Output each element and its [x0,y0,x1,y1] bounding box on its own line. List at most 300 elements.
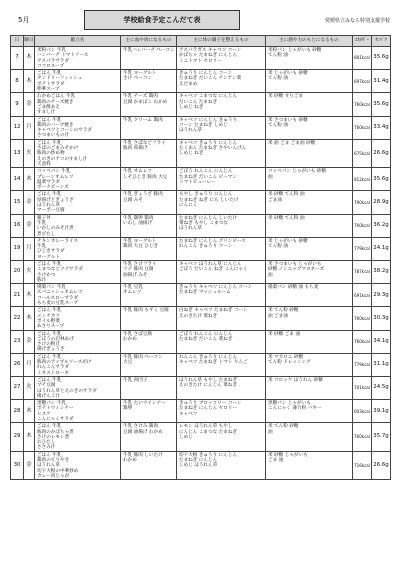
energy-foods-cell [266,330,353,353]
protein-grams-cell: 33.4g [372,116,391,139]
regulating-foods-cell-line: かぼちゃ たまねぎ にんじん [179,53,238,59]
regulating-foods-cell [177,260,266,283]
energy-foods-cell [266,47,353,70]
protein-foods-cell-line: 牛乳 さばなどフライ [123,140,166,146]
menu-cell-line: 天意料 [37,161,51,167]
menu-cell-line: 揚げぎょうざ [37,347,65,353]
menu-table-body [11,47,391,480]
weekday-cell: 火 [24,260,35,283]
kcal-cell: 701kcal [353,376,372,399]
energy-foods-cell [266,260,353,283]
day-cell: 8 [11,70,24,93]
protein-foods-cell-line: 油揚げ みそ [123,272,148,278]
weekday-cell: 金 [24,191,35,214]
menu-cell-line: すまし汁 [37,110,56,116]
protein-foods-cell-line: 牛乳 ぎょうざ 豚肉 [123,192,163,198]
regulating-foods-cell-line: たまねぎ だいこん 菜ねぎ [179,336,233,342]
energy-foods-cell-line: てん粉 油 [268,122,288,128]
regulating-foods-cell-line: キャベツ にんじん きゅうり [179,117,238,123]
kcal-cell: 790kcal [353,191,372,214]
day-cell: 13 [11,139,24,167]
weekday-cell: 木 [24,168,35,191]
menu-cell [35,284,121,307]
menu-cell [35,191,121,214]
table-header-row [11,36,391,47]
regulating-foods-cell [177,47,266,70]
regulating-foods-cell-line: えのきたけ 菜ねぎ [179,313,218,319]
energy-foods-cell [266,93,353,116]
menu-cell [35,376,121,399]
menu-cell-line: こんにゃくサラダ [37,417,74,422]
regulating-foods-cell-line: れんこん きゅうり にんじん [179,354,238,360]
regulating-foods-cell-line: もやし きゅうり にんじん [179,192,233,198]
kcal-cell: 760kcal [353,93,372,116]
menu-cell-line: さけの粕汁 [37,342,60,348]
regulating-foods-cell-line: 菜ねぎ もやし こまつな [179,220,228,226]
regulating-foods-cell [177,93,266,116]
menu-cell [35,330,121,353]
menu-cell-line: いかしのみそ汁煮 [37,226,74,232]
protein-foods-cell-line: 牛乳 たいウインナー [123,401,166,407]
menu-cell-line: 煮びたし [37,231,56,237]
regulating-foods-cell-line: たまねぎ だいこん チンゲン菜 [179,76,242,82]
regulating-foods-cell-line: えだまめ [179,81,198,87]
protein-foods-cell-line: 鶏卵 [123,406,133,412]
energy-foods-cell [266,214,353,237]
day-cell: 22 [11,307,24,330]
menu-cell [35,47,121,70]
menu-cell-line: ほうれん草 [37,463,60,469]
kcal-cell: 779kcal [353,237,372,260]
col-header-protein: 主に血や肉になるもの [121,36,177,47]
day-cell: 30 [11,451,24,479]
energy-foods-cell [266,237,353,260]
energy-foods-cell-line: 米 てん粉 砂糖 [268,308,299,314]
energy-foods-cell [266,376,353,399]
menu-cell-line: ささみ汁 [37,445,56,451]
menu-cell-line: 黒糖パン 牛乳 [37,401,67,407]
kcal-cell: 603kcal [353,400,372,423]
menu-cell-line: ポテトウィンナー [37,406,74,412]
col-header-kcal: ｴﾈﾙｷﾞｰ [353,36,372,47]
menu-cell-line: 厚揚げとぎょうざ [37,197,74,203]
menu-cell-line: ごま酢あえ [37,104,60,110]
day-cell: 26 [11,353,24,376]
kcal-cell: 760kcal [353,214,372,237]
day-cell: 27 [11,376,24,399]
regulating-foods-cell [177,237,266,260]
protein-grams-cell: 30.3g [372,307,391,330]
regulating-foods-cell-line: キャベツ [179,411,198,417]
regulating-foods-cell-line: レモン ほうれん草 もやし [179,424,233,430]
menu-cell-line: 切干大根の中華炒め [37,468,79,474]
menu-cell-line: ハンバーグ トマトソース [37,53,89,59]
energy-foods-cell-line: 米 砂糖 てん粉 油 [268,192,305,198]
protein-foods-cell [121,168,177,191]
day-cell: 15 [11,191,24,214]
energy-foods-cell-line: 米 さつまいも じゃがいも [268,261,322,267]
regulating-foods-cell-line: キャベツ ほうれん草 にんじん [179,261,242,267]
protein-foods-cell [121,353,177,376]
energy-foods-cell-line: 油 ごま油 [268,313,288,319]
col-header-day: 日 [11,36,24,47]
energy-foods-cell-line: ごま 油 [268,458,284,464]
menu-cell-line: わかめごはん 牛乳 [37,94,76,100]
day-cell: 23 [11,330,24,353]
protein-foods-cell-line: ツナ 豚肉 豆腐 [123,267,154,273]
regulating-foods-cell [177,70,266,93]
protein-foods-cell-line: 牛乳 鶏卵 鶏肉 [123,215,154,221]
energy-foods-cell-line: 米 砂糖 すりごま [268,94,304,100]
day-cell: 12 [11,116,24,139]
table-row [11,284,391,307]
energy-foods-cell [266,451,353,479]
energy-foods-cell-line: 砂糖 ノンエッグマヨネーズ [268,267,325,273]
regulating-foods-cell-line: ほうれん草 [179,226,202,232]
menu-cell-line: 豚肉のアップルソースがけ [37,360,92,366]
protein-foods-cell-line: 豚肉 厚揚げ [123,146,148,152]
protein-grams-cell: 34.1g [372,330,391,353]
menu-cell-line: さけのレモン煮 [37,434,70,440]
regulating-foods-cell [177,423,266,451]
protein-grams-cell: 24.1g [372,237,391,260]
table-row [11,93,391,116]
protein-grams-cell: 39.1g [372,400,391,423]
regulating-foods-cell [177,284,266,307]
weekday-cell: 木 [24,423,35,451]
regulating-foods-cell-line: たまねぎ ねぎ にら しいたけ [179,197,239,203]
regulating-foods-cell-line: にんじん こまつな たまねぎ [179,429,238,435]
protein-foods-cell-line: 大豆 [123,360,133,366]
menu-cell [35,214,121,237]
weekday-cell: 木 [24,307,35,330]
regulating-foods-cell [177,191,266,214]
menu-cell-line: 揚菓パン 牛乳 [37,285,67,291]
menu-cell-line: 牛乳 [37,244,47,250]
protein-foods-cell-line: 牛乳 チーズ 鶏肉 [123,94,158,100]
energy-foods-cell-line: 米 砂糖 ごま 油 [268,331,300,337]
col-header-menu: 献立名 [35,36,121,47]
kcal-cell: 801kcal [353,47,372,70]
menu-cell-line: 豚肉の炒め物 [37,151,65,157]
weekday-cell: 木 [24,70,35,93]
menu-cell-line: スパニッシュオムレツ [37,290,83,296]
protein-foods-cell [121,307,177,330]
table-row [11,376,391,399]
protein-foods-cell [121,423,177,451]
protein-grams-cell: 26.6g [372,139,391,167]
menu-cell [35,116,121,139]
regulating-foods-cell-line: キャベツ きゅうり にんじん [179,140,238,146]
menu-cell-line: ごはん 牛乳 [37,261,62,267]
menu-cell-line: コールスローサラダ [37,295,79,301]
regulating-foods-cell-line: ごぼう だいこん ねぎ こんにゃく [179,267,248,273]
menu-cell-line: れんこんサラダ [37,365,70,371]
table-row [11,168,391,191]
menu-cell-line: 温菜サラダ [37,179,60,185]
energy-foods-cell-line: 米 てん粉 砂糖 [268,424,299,430]
protein-foods-cell-line: しそひじき 豚肉 大豆 [123,174,168,180]
table-row [11,451,391,479]
protein-foods-cell-line: 鶏肉 大豆 ひじき [123,244,159,250]
protein-grams-cell: 35.6g [372,93,391,116]
energy-foods-cell-line: 米 じゃがいも 砂糖 [268,238,308,244]
weekday-cell: 火 [24,139,35,167]
protein-foods-cell-line: 牛乳 ヨーグルト [123,238,157,244]
protein-foods-cell-line: 牛乳 ヨーグルト [123,71,157,77]
regulating-foods-cell-line: ごぼう れんこん にんじん [179,331,233,337]
menu-cell-line: 牛乳 [37,220,47,226]
menu-cell-line: キャベツとコーンのサラダ [37,128,92,134]
regulating-foods-cell [177,400,266,423]
regulating-foods-cell-line: アスパラガス キャベツ コーン [179,48,242,53]
energy-foods-cell-line: 米 マカロニ 砂糖 [268,354,304,360]
energy-foods-cell-line: 米 じゃがいも 砂糖 [268,71,308,77]
kcal-cell: 779kcal [353,353,372,376]
menu-cell-line: ボークビーンズ [37,185,69,191]
energy-foods-cell-line: 米 さつまいも 砂糖 [268,117,308,123]
protein-foods-cell-line: わかめ [123,458,137,464]
protein-foods-cell-line: 豆腐 油揚げ わかめ [123,429,163,435]
weekday-cell: 木 [24,47,35,70]
table-row [11,330,391,353]
kcal-cell: 691kcal [353,284,372,307]
protein-foods-cell-line: 牛乳ハンバーグ ベーコン [123,48,175,53]
energy-foods-cell-line: 米 砂糖 てん粉 油 [268,215,305,221]
menu-cell [35,451,121,479]
energy-foods-cell-line: 米 コロッケ ほうれん 砂糖 [268,377,323,383]
weekday-cell: 金 [24,214,35,237]
protein-foods-cell-line: 牛乳 豚肉 しいたけ [123,452,163,458]
regulating-foods-cell [177,376,266,399]
energy-foods-cell-line: 米 砂糖 じゃがいも [268,452,308,458]
energy-foods-cell [266,70,353,93]
col-header-energy: 主に熱や力のもとになるもの [266,36,353,47]
regulating-foods-cell [177,116,266,139]
menu-cell-line: えのきのアコのすまし汁 [37,156,88,162]
day-cell: 29 [11,423,24,451]
menu-cell [35,400,121,423]
protein-foods-cell-line: 牛乳 豚肉 もずく 豆腐 [123,308,169,314]
protein-grams-cell: 35.7g [372,423,391,451]
menu-cell-line: ごはん 牛乳 [37,377,62,383]
energy-foods-cell [266,191,353,214]
protein-foods-cell [121,400,177,423]
protein-grams-cell: 35.6g [372,47,391,70]
menu-cell [35,93,121,116]
table-row [11,400,391,423]
menu-cell-line: ほうれん草 [37,203,60,209]
menu-cell-line: ミネストローネ [37,370,69,376]
protein-foods-cell-line: さけ ベーコン [123,76,153,82]
kcal-cell: 760kcal [353,423,372,451]
weekday-cell: 金 [24,330,35,353]
menu-cell [35,307,121,330]
kcal-cell: 760kcal [353,116,372,139]
menu-cell-line: メンチカツ [37,313,60,319]
energy-foods-cell [266,116,353,139]
protein-foods-cell-line: 牛乳 さけフライ [123,261,157,267]
menu-cell-line: ごはん 牛乳 [37,354,62,360]
protein-foods-cell [121,376,177,399]
menu-cell-line: ごはん 牛乳 [37,71,62,77]
energy-foods-cell-line: 油 [268,174,273,180]
weekday-cell: 火 [24,376,35,399]
menu-cell [35,423,121,451]
energy-foods-cell-line: 米 油 ごま ごま油 砂糖 [268,140,316,146]
month-label: 5月 [18,16,30,24]
regulating-foods-cell-line: たくあん たまねぎ さやいんげん [179,146,247,152]
menu-cell [35,353,121,376]
menu-table [10,35,391,480]
protein-foods-cell [121,260,177,283]
energy-foods-cell-line: コッペパン じゃがいも 砂糖 [268,169,326,175]
col-header-protein-g: ﾀﾝﾊﾟｸ [372,36,391,47]
col-header-regulate: 主に体の調子を整えるもの [177,36,266,47]
energy-foods-cell [266,400,353,423]
energy-foods-cell [266,307,353,330]
regulating-foods-cell-line: たまねぎ にんじん セロリー [179,406,238,412]
kcal-cell: 812kcal [353,168,372,191]
kcal-cell: 787kcal [353,260,372,283]
menu-cell [35,260,121,283]
protein-foods-cell [121,330,177,353]
menu-cell-line: カレー肉じゃが [37,473,70,479]
menu-cell-line: ごはん 牛乳 [37,308,62,314]
regulating-foods-cell-line: トマトピューレー [179,179,216,185]
regulating-foods-cell-line: たまねぎ にんじん しいたけ [179,215,238,221]
weekday-cell: 木 [24,284,35,307]
table-row [11,139,391,167]
regulating-foods-cell [177,307,266,330]
menu-cell-line: ほうれん草とえのきのサラダ [37,388,97,394]
table-row [11,47,391,70]
menu-cell-line: ひじきサラダ [37,249,65,255]
weekday-cell: 木 [24,400,35,423]
regulating-foods-cell-line: たまねぎ だいこん ピーマン [179,174,237,180]
menu-cell-line: 鶏肉のハーブ焼き [37,122,74,128]
protein-grams-cell: 28.9g [372,191,391,214]
energy-foods-cell-line: てん粉 油 [268,76,288,82]
protein-grams-cell: 24.5g [372,376,391,399]
regulating-foods-cell-line: きゅうり ブロッコリー コーン [179,401,242,407]
protein-grams-cell: 29.3g [372,284,391,307]
regulating-foods-cell [177,168,266,191]
protein-foods-cell [121,93,177,116]
energy-foods-cell [266,139,353,167]
menu-cell-line: ごはん 牛乳 [37,192,62,198]
school-name: 愛媛県立みなら特別支援学校 [324,18,390,24]
protein-foods-cell-line: 豆腐 かまぼこ わかめ [123,99,168,105]
energy-foods-cell-line: 米粉パン じゃがいも 砂糖 [268,48,322,53]
page-title: 学校給食予定こんだて表 [84,10,240,30]
table-row [11,116,391,139]
menu-cell [35,237,121,260]
menu-cell-line: 卵華スープ [37,87,60,93]
menu-cell-line: ごはん 牛乳 [37,452,62,458]
menu-cell-line: おひたし [37,440,56,446]
day-cell: 14 [11,168,24,191]
energy-foods-cell-line: てん粉 油 [268,244,288,250]
energy-foods-cell-line: こんにゃく 薄力粉 バター [268,406,322,412]
table-row [11,70,391,93]
regulating-foods-cell-line: きゅうり キャベツ にんじん コーン [179,285,253,291]
menu-cell-line: コッペパン 牛乳 [37,169,71,175]
day-cell: 28 [11,400,24,423]
table-row [11,237,391,260]
energy-foods-cell [266,168,353,191]
protein-foods-cell [121,451,177,479]
table-row [11,353,391,376]
protein-foods-cell-line: いわし 油揚げ [123,220,153,226]
regulating-foods-cell-line: えのきたけ にんじん 菜ねぎ [179,383,238,389]
page-header [10,10,390,32]
protein-foods-cell [121,214,177,237]
regulating-foods-cell [177,451,266,479]
menu-cell-line: こまつなとツナサラダ [37,267,83,273]
table-row [11,307,391,330]
menu-cell-line: マーボー豆腐 [37,208,65,214]
day-cell: 21 [11,284,24,307]
energy-foods-cell-line: 油 [268,272,273,278]
regulating-foods-cell-line: だいこん たまねぎ [179,99,218,105]
table-row [11,260,391,283]
regulating-foods-cell-line: ごぼう れんこん にんじん [179,169,233,175]
col-header-weekday: 曜日 [24,36,35,47]
regulating-foods-cell [177,353,266,376]
menu-cell-line: プレーンオムレツ [37,174,74,180]
menu-cell-line: さばのごまみそかけ [37,146,79,152]
day-cell: 9 [11,93,24,116]
menu-cell-line: 揚げんこ汁 [37,393,60,399]
regulating-foods-cell-line: しめじ ほうれん草 [179,463,218,469]
menu-cell-line: ごはん 牛乳 [37,424,62,430]
regulating-foods-cell-line: キャベツ たまねぎ トマト りんご [179,360,248,366]
regulating-foods-cell-line: たまねぎ マッシュルーム [179,290,231,296]
protein-foods-cell-line: 豆腐 みそ [123,197,143,203]
energy-foods-cell-line: ごま油 [268,197,282,203]
day-cell: 16 [11,214,24,237]
menu-cell-line: さけかつ [37,272,56,278]
regulating-foods-cell-line: にんにく [179,203,198,209]
protein-foods-cell-line: オムレツ [123,290,142,296]
menu-cell-line: 米粉パン 牛乳 [37,48,67,53]
kcal-cell: 760kcal [353,307,372,330]
menu-cell-line: さつまいもの汁 [37,133,70,139]
regulating-foods-cell-line: ミニトマト セロリー [179,58,222,64]
regulating-foods-cell [177,139,266,167]
protein-grams-cell: 31.4g [372,70,391,93]
menu-cell-line: ココロスープ [37,63,65,69]
menu-cell-line: ごはん 牛乳 [37,331,62,337]
protein-grams-cell: 38.2g [372,260,391,283]
day-cell: 19 [11,237,24,260]
menu-cell-line: チキンカレーライス [37,238,79,244]
protein-grams-cell: 31.1g [372,353,391,376]
protein-foods-cell-line: 牛乳 肉団子 [123,377,148,383]
regulating-foods-cell-line: しめじ [179,434,193,440]
protein-foods-cell-line: わかめ [123,336,137,342]
menu-cell-line: ポテトサラダ [37,81,65,87]
energy-foods-cell-line: てん粉 ドレッシング [268,360,311,366]
regulating-foods-cell-line: コーン たまねぎ しめじ [179,122,228,128]
menu-cell [35,139,121,167]
menu-cell [35,70,121,93]
protein-foods-cell [121,47,177,70]
weekday-cell: 月 [24,116,35,139]
regulating-foods-cell [177,214,266,237]
regulating-foods-cell-line: たまねぎ にんじん グリンピース [179,238,246,244]
